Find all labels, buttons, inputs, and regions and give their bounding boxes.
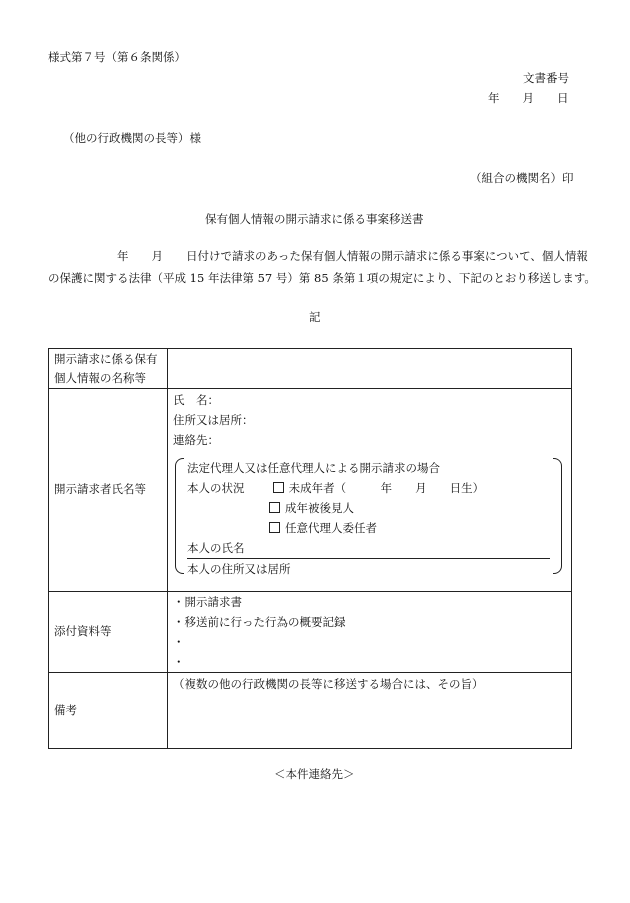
status-label: 本人の状況: [187, 481, 245, 495]
label-info-name-line2: 個人情報の名称等: [54, 370, 146, 385]
table-row-requester: [49, 389, 572, 592]
option-proxy-principal: 任意代理人委任者: [285, 521, 377, 535]
requester-contact: 連絡先：: [173, 433, 219, 447]
label-remarks: 備考: [49, 673, 168, 749]
option-minor: 未成年者（ 年 月 日生）: [288, 481, 485, 495]
addressee: （他の行政機関の長等）様: [63, 131, 201, 145]
checkbox-proxy-principal[interactable]: [269, 522, 280, 533]
ki-heading: 記: [309, 310, 321, 324]
principal-address: 本人の住所又は居所: [187, 562, 291, 576]
label-info-name: [49, 349, 168, 389]
date-line: 年 月 日: [488, 91, 569, 105]
form-number: 様式第７号（第６条関係）: [48, 50, 186, 64]
info-name-value: [168, 349, 572, 389]
remarks-note: （複数の他の行政機関の長等に移送する場合には、その旨）: [173, 677, 484, 691]
bracket-right: [553, 458, 562, 574]
attachment-item: ・移送前に行った行為の概要記録: [173, 615, 346, 629]
label-attachments: 添付資料等: [49, 592, 168, 673]
attachment-item: ・開示請求書: [173, 595, 242, 609]
checkbox-adult-ward[interactable]: [269, 502, 280, 513]
option-adult-ward: 成年被後見人: [285, 501, 354, 515]
body-line-1: 年 月 日付けで請求のあった保有個人情報の開示請求に係る事案について、個人情報: [48, 249, 588, 263]
attachment-item: ・: [173, 635, 185, 649]
document-title: 保有個人情報の開示請求に係る事案移送書: [205, 212, 424, 226]
agent-box: [175, 458, 562, 574]
remarks-cell: [168, 673, 572, 749]
agent-heading: 法定代理人又は任意代理人による開示請求の場合: [187, 461, 440, 475]
table-row-attachments: [49, 592, 572, 673]
requester-name: 氏 名：: [173, 393, 219, 407]
bracket-left: [175, 458, 184, 574]
requester-cell: [168, 389, 572, 592]
sender-seal: （組合の機関名）印: [470, 171, 574, 185]
body-line-2: の保護に関する法律（平成 15 年法律第 57 号）第 85 条第１項の規定により、下記のとおり移送します。: [48, 271, 596, 285]
attachment-item: ・: [173, 655, 185, 669]
label-info-name-line1: 開示請求に係る保有: [54, 351, 158, 366]
transfer-table: [48, 348, 572, 749]
checkbox-minor[interactable]: [273, 482, 284, 493]
attachments-cell: [168, 592, 572, 673]
label-requester: 開示請求者氏名等: [49, 389, 168, 592]
principal-name: 本人の氏名: [187, 538, 550, 559]
table-row-remarks: [49, 673, 572, 749]
contact-footer: ＜本件連絡先＞: [274, 767, 355, 781]
requester-address: 住所又は居所：: [173, 413, 254, 427]
document-number: 文書番号: [523, 71, 569, 85]
table-row-info-name: [49, 349, 572, 389]
